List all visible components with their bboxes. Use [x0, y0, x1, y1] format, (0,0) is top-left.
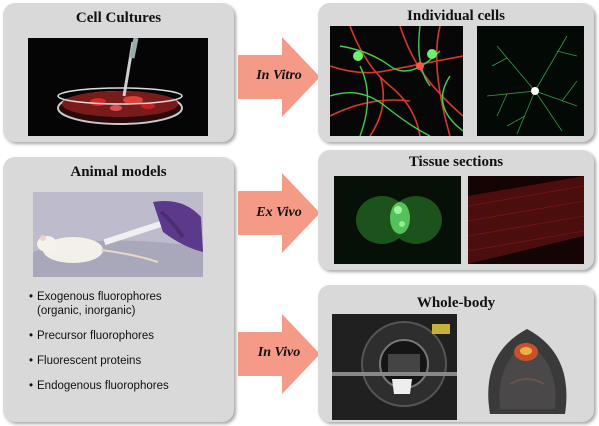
- individual-cells-panel: [318, 3, 594, 142]
- animal-models-title: Animal models: [70, 164, 167, 180]
- tissue-sections-panel: [318, 150, 594, 270]
- ex-vivo-label: Ex Vivo: [256, 205, 302, 220]
- bullet-marker: •: [29, 380, 34, 392]
- tissue-sections-title: Tissue sections: [408, 154, 504, 170]
- red-tissue-image: [468, 176, 584, 264]
- cell-cultures-title: Cell Cultures: [75, 10, 162, 26]
- fluorophore-label: Fluorescent proteins: [37, 355, 142, 367]
- fluorophore-item: [29, 379, 169, 393]
- in-vivo-label: In Vivo: [257, 345, 301, 360]
- whole-body-panel: [318, 285, 594, 422]
- individual-cells-title: Individual cells: [407, 8, 505, 24]
- petri-dish-image: [28, 38, 208, 136]
- bullet-marker: •: [29, 330, 34, 342]
- fluorophore-label: Precursor fluorophores: [37, 330, 154, 342]
- fluorophore-list: [29, 290, 169, 404]
- imaging-system-image: [332, 314, 457, 420]
- cell-cultures-panel: [3, 3, 234, 142]
- mouse-3d-render-image: [470, 314, 585, 420]
- bullet-marker: •: [29, 355, 34, 367]
- fluorophore-item: [29, 354, 169, 368]
- bullet-marker: •: [29, 291, 34, 303]
- fluorophore-label: Exogenous fluorophores: [37, 291, 162, 303]
- in-vitro-label: In Vitro: [256, 68, 302, 83]
- neurons-fluorescence-image: [330, 26, 463, 136]
- single-neuron-image: [477, 26, 584, 136]
- fluorophore-label: Endogenous fluorophores: [37, 380, 169, 392]
- fluorophore-item: [29, 290, 169, 318]
- animal-models-panel: [3, 157, 234, 422]
- fluorophore-item: [29, 329, 169, 343]
- green-tissue-image: [334, 176, 461, 264]
- fluorophore-sublabel: (organic, inorganic): [37, 305, 136, 317]
- mouse-injection-image: [33, 192, 203, 277]
- whole-body-title: Whole-body: [416, 295, 496, 311]
